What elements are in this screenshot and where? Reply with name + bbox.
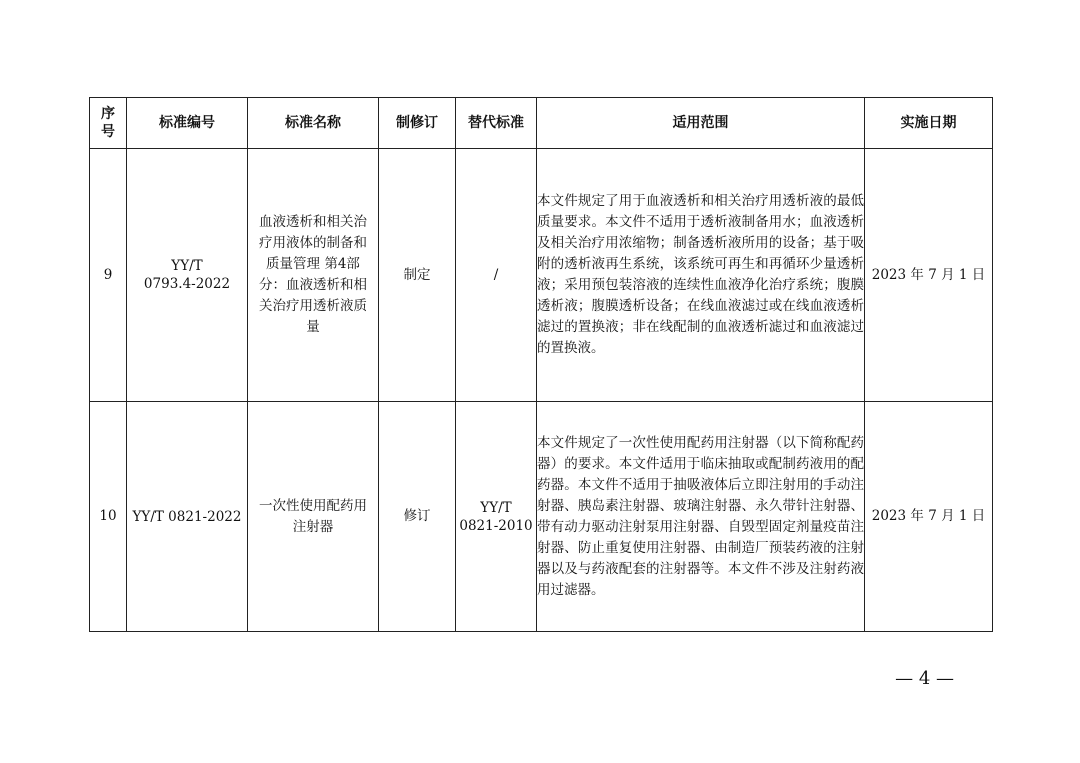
row-date: 2023 年 7 月 1 日: [865, 149, 993, 402]
row-code-line-1: YY/T: [171, 258, 203, 274]
header-name: 标准名称: [248, 98, 379, 149]
row-replaces: [456, 149, 537, 402]
row-code: [127, 402, 248, 632]
row-code: [127, 149, 248, 402]
row-type: 修订: [379, 402, 456, 632]
header-scope: 适用范围: [537, 98, 865, 149]
row-type: 制定: [379, 149, 456, 402]
row-replaces: [456, 402, 537, 632]
row-no: 10: [90, 402, 127, 632]
row-replaces-line-2: 0821-2010: [459, 517, 533, 534]
table-header-row: [90, 98, 993, 149]
page-number: — 4 —: [895, 668, 954, 689]
row-name-text: 血液透析和相关治疗用液体的制备和质量管理 第4部分：血液透析和相关治疗用透析液质量: [259, 214, 367, 335]
standards-table: [89, 97, 993, 632]
row-date: 2023 年 7 月 1 日: [865, 402, 993, 632]
header-code: 标准编号: [127, 98, 248, 149]
row-no: 9: [90, 149, 127, 402]
header-no-line-2: 号: [101, 124, 115, 140]
header-no-line-1: 序: [101, 106, 115, 122]
row-code-line-1: YY/T 0821-2022: [132, 508, 242, 525]
header-date: 实施日期: [865, 98, 993, 149]
table-row: [90, 402, 993, 632]
row-name-text: 一次性使用配药用注射器: [259, 497, 367, 535]
row-scope: [537, 149, 865, 402]
row-code-line-2: 0793.4-2022: [143, 276, 231, 292]
row-name: [248, 402, 379, 632]
header-replaces: 替代标准: [456, 98, 537, 149]
row-replaces-line-1: YY/T: [480, 499, 512, 516]
row-name: [248, 149, 379, 402]
header-no: [90, 98, 127, 149]
row-scope-text: 本文件规定了一次性使用配药用注射器（以下简称配药器）的要求。本文件适用于临床抽取或配制药液用的配药器。本文件不适用于抽吸液体后立即注射用的手动注射器、胰岛素注射器、玻璃注射器、永久带针注射器、带有动力驱动注射泵用注射器、自毁型固定剂量疫苗注射器、防止重复使用注射器、由制造厂预装药液的注射器以及与药液配套的注射器等。本文件不涉及注射药液用过滤器。: [537, 434, 864, 598]
row-replaces-line-1: /: [493, 267, 499, 283]
row-scope-text: 本文件规定了用于血液透析和相关治疗用透析液的最低质量要求。本文件不适用于透析液制备用水；血液透析及相关治疗用浓缩物；制备透析液所用的设备；基于吸附的透析液再生系统，该系统可再生和再循环少量透析液；采用预包装溶液的连续性血液净化治疗系统；腹膜透析液；腹膜透析设备；在线血液滤过或在线血液透析滤过的置换液；非在线配制的血液透析滤过和血液滤过的置换液。: [537, 193, 864, 356]
table-row: [90, 149, 993, 402]
header-type: 制修订: [379, 98, 456, 149]
row-scope: [537, 402, 865, 632]
